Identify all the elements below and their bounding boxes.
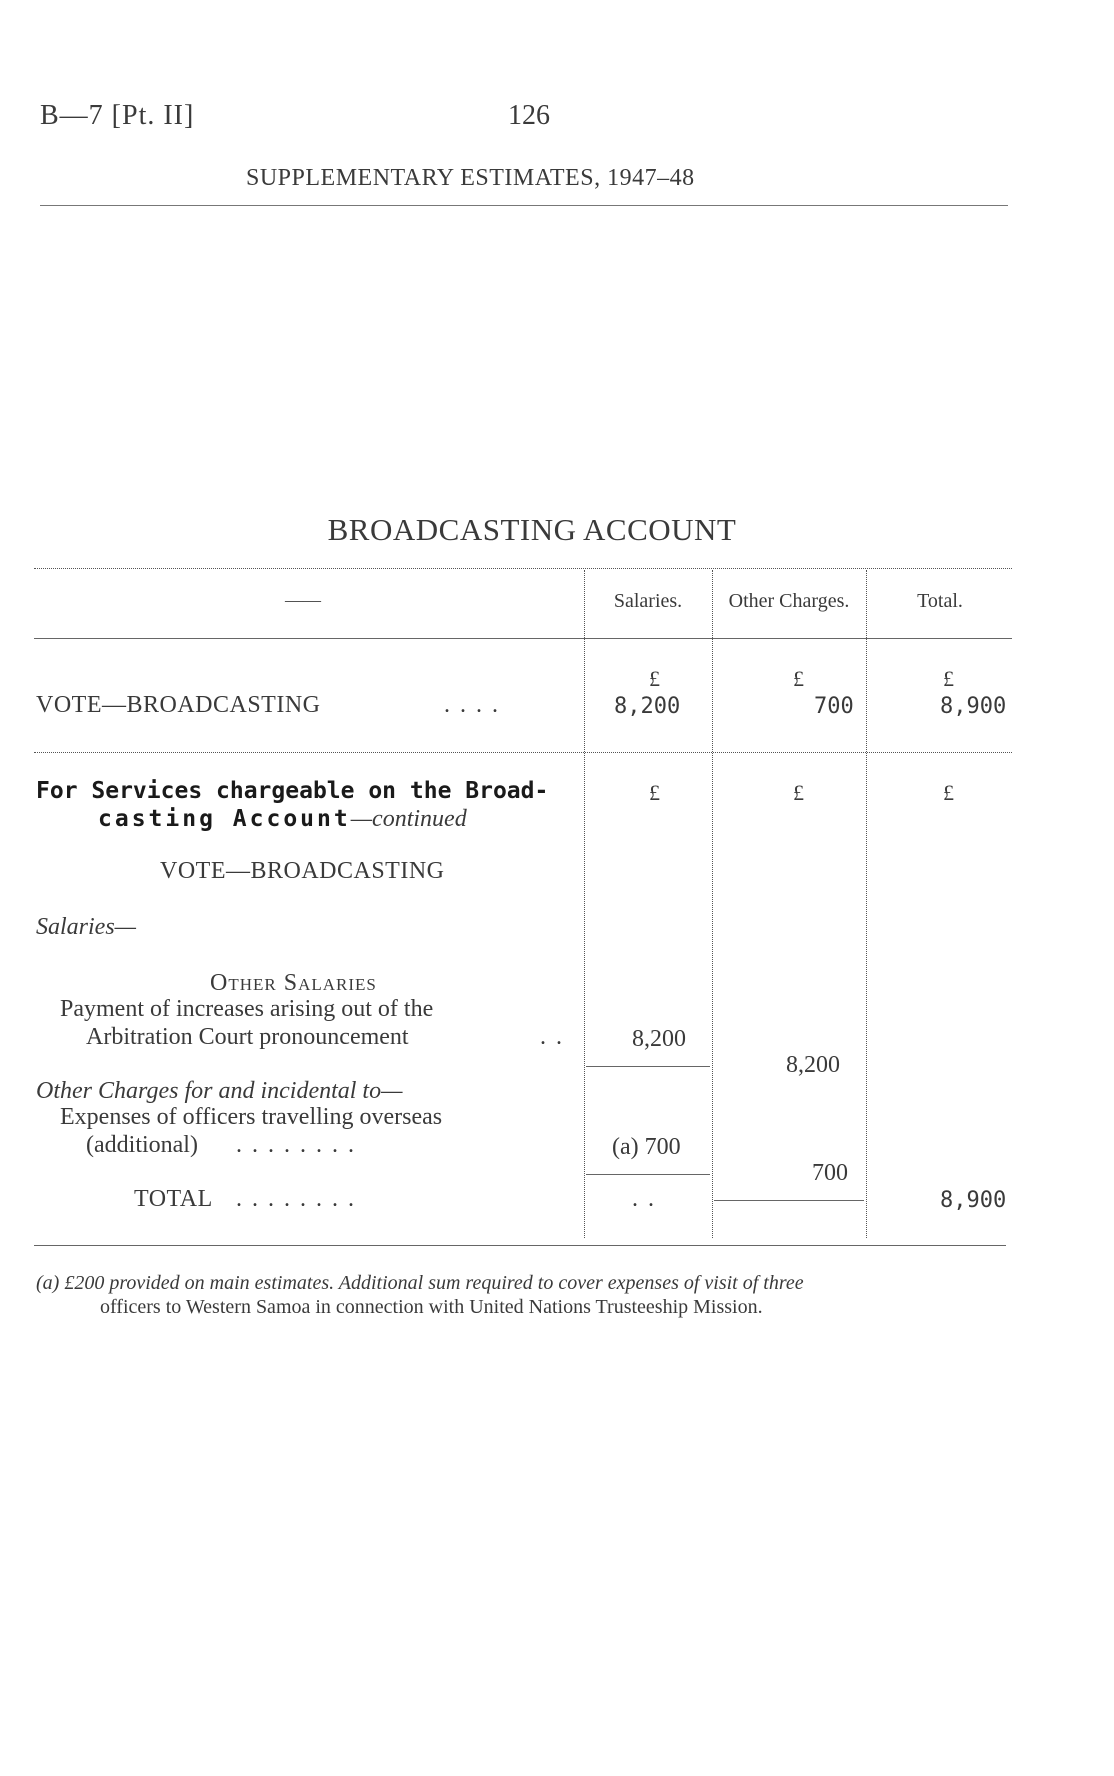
- summary-row-leader: . . . .: [444, 692, 500, 718]
- section-heading-line2: [98, 806, 467, 833]
- other-charges-total-rule: [714, 1200, 864, 1201]
- column-divider-3: [866, 570, 867, 1238]
- expenses-subtotal-rule: [586, 1174, 710, 1175]
- table-bottom-rule: [34, 1245, 1006, 1246]
- column-header-other-charges: Other Charges.: [728, 590, 850, 612]
- column-header-blank: ——: [285, 590, 321, 610]
- footnote-line-2: officers to Western Samoa in connection with United Nations Trusteeship Mission.: [100, 1296, 763, 1318]
- payment-line-2: Arbitration Court pronouncement: [86, 1024, 409, 1050]
- expenses-line-2: (additional): [86, 1132, 198, 1158]
- currency-symbol: £: [649, 666, 660, 691]
- payment-line-1: Payment of increases arising out of the: [60, 996, 434, 1022]
- section-heading-account: casting Account: [98, 806, 351, 832]
- summary-other-charges-value: 700: [814, 694, 854, 719]
- header-rule: [40, 205, 1008, 206]
- other-charges-subtotal-value: 700: [812, 1160, 848, 1186]
- currency-symbol: £: [793, 780, 804, 805]
- summary-total-value: 8,900: [940, 694, 1007, 719]
- total-salaries-leader: . .: [632, 1186, 656, 1212]
- grand-total-value: 8,900: [940, 1188, 1007, 1213]
- payment-leader: . .: [540, 1024, 564, 1050]
- other-salaries-heading: Other Salaries: [210, 970, 377, 996]
- page-number: 126: [508, 100, 550, 131]
- currency-symbol: £: [793, 666, 804, 691]
- payment-salaries-value: 8,200: [632, 1026, 686, 1052]
- expenses-line-1: Expenses of officers travelling overseas: [60, 1104, 443, 1130]
- currency-symbol: £: [943, 666, 954, 691]
- footnote-text: (a) £200 provided on main estimates. Additional sum required to cover expenses of visit of three: [36, 1272, 804, 1294]
- total-label: TOTAL: [134, 1186, 213, 1212]
- total-leader: . . . . . . . .: [236, 1186, 356, 1212]
- section-heading-line1: For Services chargeable on the Broad-: [36, 778, 549, 804]
- footnote-line-1: [36, 1272, 804, 1295]
- expenses-value: (a) 700: [612, 1134, 681, 1160]
- column-divider-1: [584, 570, 585, 1238]
- expenses-leader: . . . . . . . .: [236, 1132, 356, 1158]
- currency-symbol: £: [943, 780, 954, 805]
- column-header-total: Total.: [917, 590, 963, 612]
- section-heading-continued: —continued: [350, 806, 467, 832]
- salaries-label: Salaries—: [36, 914, 137, 940]
- salaries-subtotal-rule: [586, 1066, 710, 1067]
- summary-row-label: VOTE—BROADCASTING: [36, 692, 321, 718]
- document-reference: B—7 [Pt. II]: [40, 100, 195, 131]
- table-top-rule: [34, 568, 1012, 569]
- account-title: BROADCASTING ACCOUNT: [327, 512, 737, 547]
- column-header-salaries: Salaries.: [613, 590, 683, 612]
- document-title: SUPPLEMENTARY ESTIMATES, 1947–48: [246, 165, 695, 191]
- vote-heading: VOTE—BROADCASTING: [160, 858, 445, 884]
- column-divider-2: [712, 570, 713, 1238]
- summary-salaries-value: 8,200: [614, 694, 681, 719]
- salaries-subtotal-value: 8,200: [786, 1052, 840, 1078]
- other-charges-label: Other Charges for and incidental to—: [36, 1078, 403, 1104]
- currency-symbol: £: [649, 780, 660, 805]
